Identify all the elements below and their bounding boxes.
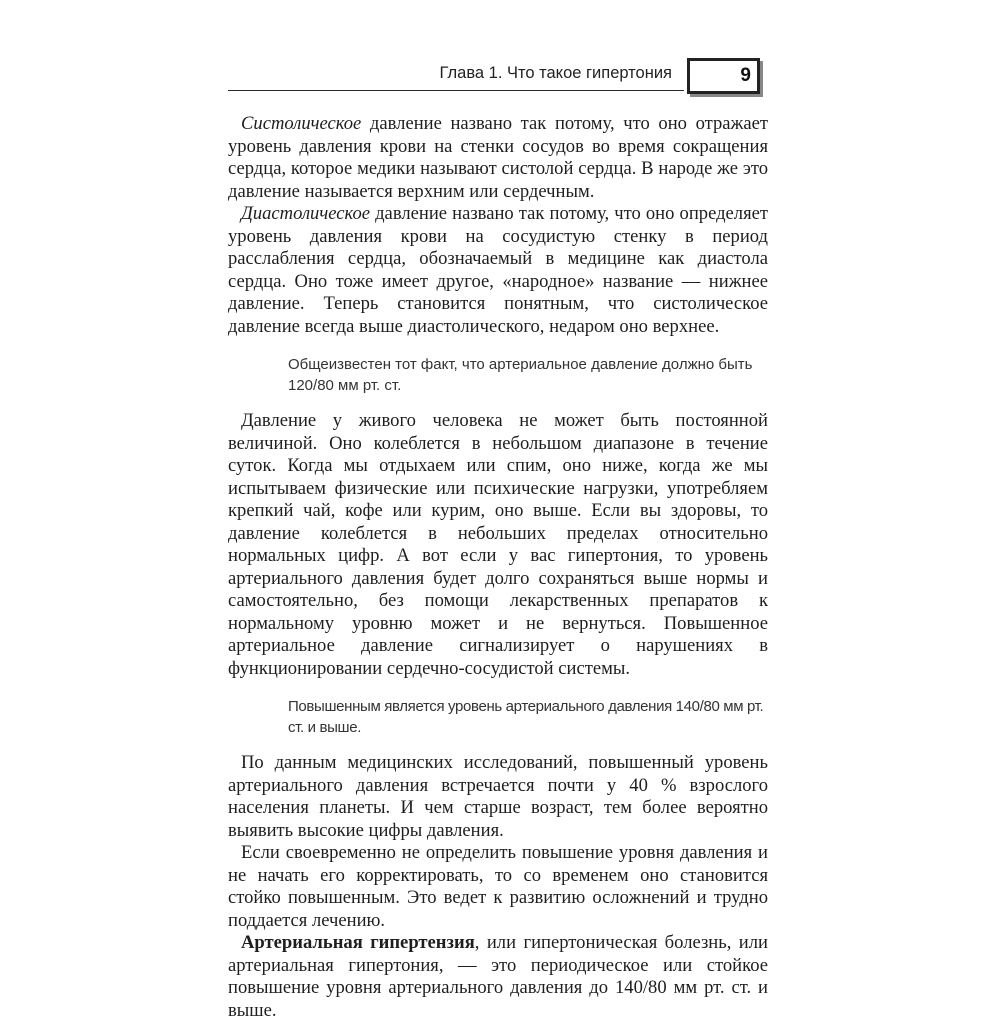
header-rule bbox=[228, 90, 684, 91]
term-hypertension: Артериальная гипертензия bbox=[241, 932, 475, 953]
term-diastolic: Диастолическое bbox=[241, 203, 371, 224]
note-normal-pressure: Общеизвестен тот факт, что артериальное давление должно быть 120/80 мм рт. ст. bbox=[288, 356, 753, 394]
paragraph-definition bbox=[228, 932, 768, 1022]
page-number: 9 bbox=[740, 65, 751, 86]
note-high-pressure: Повышенным является уровень артериального давления 140/80 мм рт. ст. и выше. bbox=[288, 698, 764, 736]
paragraph-complications: Если своевременно не определить повышение уровня давления и не начать его корректировать, то со временем оно становится стойко повышенным. Это ведет к развитию осложнений и трудно поддается лечению. bbox=[228, 842, 768, 931]
paragraph-diastolic-text: давление названо так потому, что оно определяет уровень давления крови на сосудистую стенку в период расслабления сердца, обозначаемый в медицине как диастола сердца. Оно тоже имеет другое, «народное» название — нижнее давление. Теперь становится понятным, что систолическое давление всегда выше диастолического, недаром оно верхнее. bbox=[228, 203, 768, 337]
term-systolic: Систолическое bbox=[241, 113, 362, 134]
paragraph-systolic-text: давление названо так потому, что оно отражает уровень давления крови на стенки сосудов во время сокращения сердца, которое медики называют систолой сердца. В народе же это давление называется верхним или сердечным. bbox=[228, 113, 768, 202]
paragraph-statistics: По данным медицинских исследований, повышенный уровень артериального давления встречается почти у 40 % взрослого населения планеты. И чем старше возраст, тем более вероятно выявить высокие цифры давления. bbox=[228, 752, 768, 841]
page-body bbox=[228, 113, 768, 1022]
running-head: Глава 1. Что такое гипертония bbox=[439, 64, 672, 82]
paragraph-variability: Давление у живого человека не может быть постоянной величиной. Оно колеблется в небольшом диапазоне в течение суток. Когда мы отдыхаем или спим, оно ниже, когда же мы испытываем физические или психические нагрузки, употребляем крепкий чай, кофе или курим, оно выше. Если вы здоровы, то давление колеблется в небольших пределах относительно нормальных цифр. А вот если у вас гипертония, то уровень артериального давления будет долго сохраняться выше нормы и самостоятельно, без помощи лекарственных препаратов к нормальному уровню может и не вернуться. Повышенное артериальное давление сигнализирует о нарушениях в функционировании сердечно-сосудистой системы. bbox=[228, 410, 768, 679]
paragraph-diastolic bbox=[228, 203, 768, 338]
paragraph-definition-text: , или гипертоническая болезнь, или артериальная гипертония, — это периодическое или стойкое повышение уровня артериального давления до 140/80 мм рт. ст. и выше. bbox=[228, 932, 768, 1021]
page-number-box bbox=[687, 58, 760, 94]
paragraph-systolic bbox=[228, 113, 768, 203]
